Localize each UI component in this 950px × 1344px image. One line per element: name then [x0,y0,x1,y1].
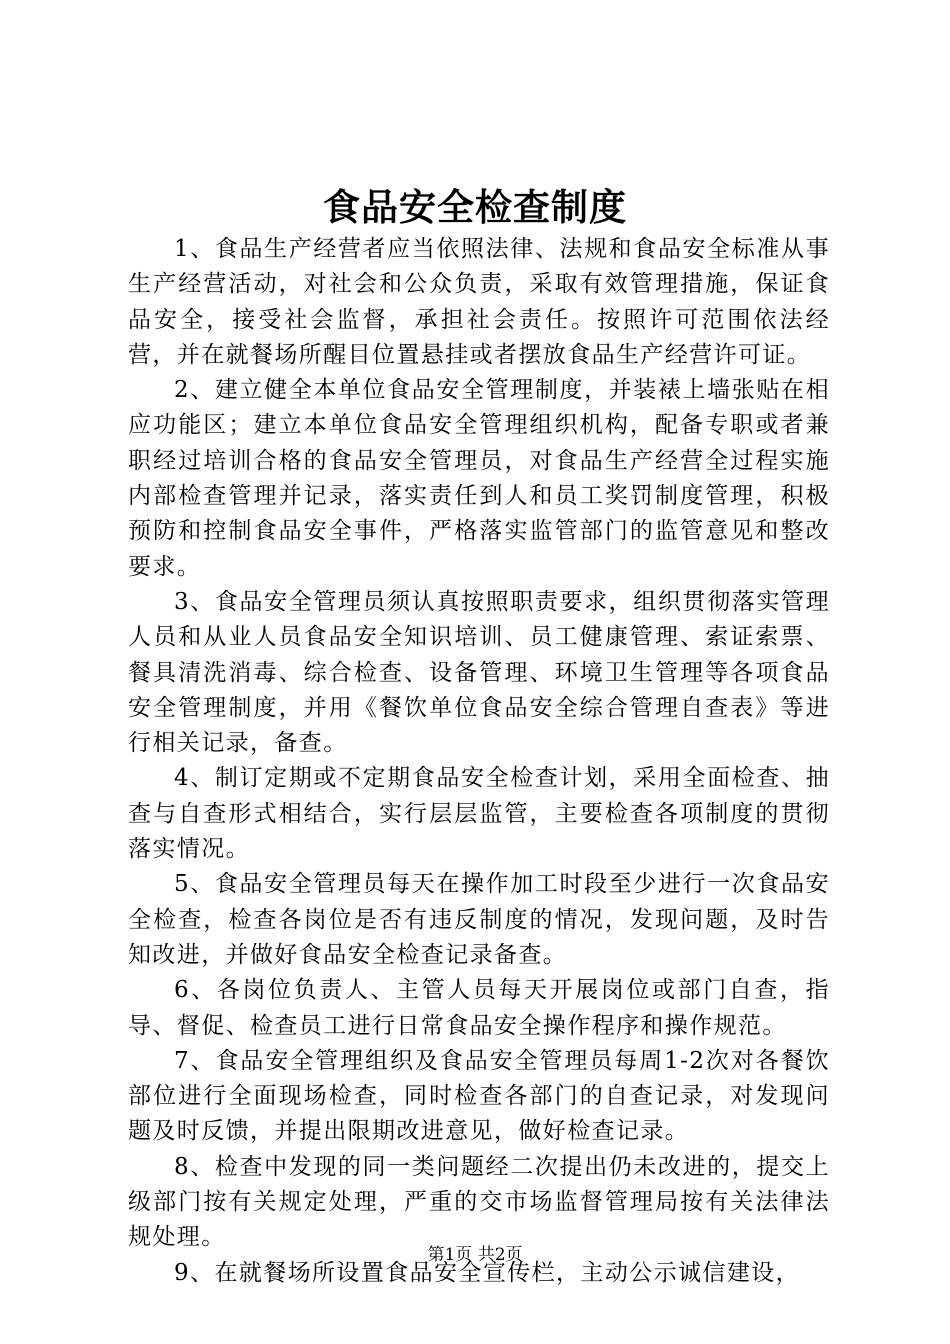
document-title: 食品安全检查制度 [323,185,627,229]
paragraph-8: 8、检查中发现的同一类问题经二次提出仍未改进的，提交上级部门按有关规定处理，严重的交市场监督管理局按有关法律法规处理。 [128,1153,830,1251]
page-number-footer: 第1页 共2页 [427,1245,523,1265]
paragraph-2: 2、建立健全本单位食品安全管理制度，并装裱上墙张贴在相应功能区；建立本单位食品安全管理组织机构，配备专职或者兼职经过培训合格的食品安全管理员，对食品生产经营全过程实施内部检查管理并记录，落实责任到人和员工奖罚制度管理，积极预防和控制食品安全事件，严格落实监管部门的监管意见和整改要求。 [128,377,830,580]
paragraph-1: 1、食品生产经营者应当依照法律、法规和食品安全标准从事生产经营活动，对社会和公众负责，采取有效管理措施，保证食品安全，接受社会监督，承担社会责任。按照许可范围依法经营，并在就餐场所醒目位置悬挂或者摆放食品生产经营许可证。 [128,236,830,368]
paragraph-4: 4、制订定期或不定期食品安全检查计划，采用全面检查、抽查与自查形式相结合，实行层层监管，主要检查各项制度的贯彻落实情况。 [128,765,830,863]
paragraph-5: 5、食品安全管理员每天在操作加工时段至少进行一次食品安全检查，检查各岗位是否有违反制度的情况，发现问题，及时告知改进，并做好食品安全检查记录备查。 [128,871,830,968]
paragraph-7: 7、食品安全管理组织及食品安全管理员每周1-2次对各餐饮部位进行全面现场检查，同时检查各部门的自查记录，对发现问题及时反馈，并提出限期改进意见，做好检查记录。 [128,1047,830,1145]
paragraph-9: 9、在就餐场所设置食品安全宣传栏，主动公示诚信建设， [174,1259,801,1286]
document-body [128,232,830,1291]
paragraph-3: 3、食品安全管理员须认真按照职责要求，组织贯彻落实管理人员和从业人员食品安全知识培训、员工健康管理、索证索票、餐具清洗消毒、综合检查、设备管理、环境卫生管理等各项食品安全管理制度，并用《餐饮单位食品安全综合管理自查表》等进行相关记录，备查。 [128,588,830,757]
paragraph-6: 6、各岗位负责人、主管人员每天开展岗位或部门自查，指导、督促、检查员工进行日常食品安全操作程序和操作规范。 [128,977,830,1039]
